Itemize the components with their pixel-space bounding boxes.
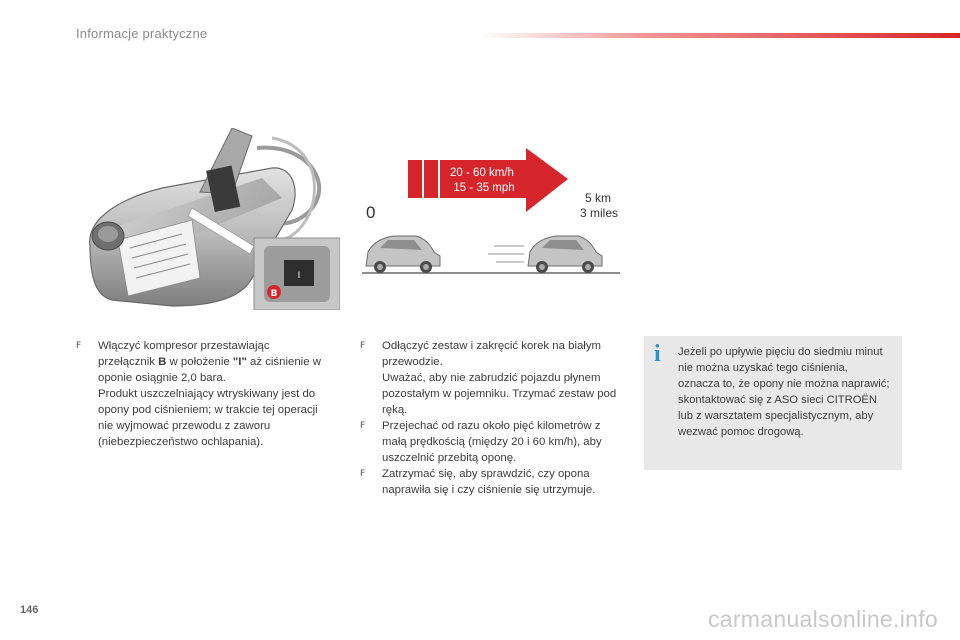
step-bullet: F xyxy=(360,341,366,351)
car-moving-icon xyxy=(528,236,602,273)
switch-position-mark: I xyxy=(297,271,301,281)
switch-label-b: B xyxy=(270,289,278,299)
step-note: Uważać, aby nie zabrudzić pojazdu płynem pozostałym w pojemniku. Trzymać zestaw pod ręką. xyxy=(382,372,617,416)
page-number: 146 xyxy=(20,604,39,616)
speed-mph-label: 15 - 35 mph xyxy=(453,182,515,194)
step-drive xyxy=(360,418,624,466)
step-note: Produkt uszczelniający wtryskiwany jest do opony pod ciśnieniem; w trakcie tej operacji nie wyjmować przewodu z zaworu (niebezpieczeństwo ochlapania). xyxy=(98,388,318,448)
compressor-illustration xyxy=(82,128,340,310)
step-check xyxy=(360,466,624,498)
instructions-middle xyxy=(360,338,624,498)
car-start-icon xyxy=(366,236,440,273)
speed-diagram xyxy=(358,140,624,280)
step-bullet: F xyxy=(360,469,366,479)
step-text: Włączyć kompresor przestawiając przełącznik B w położenie "I" aż ciśnienie w oponie osiągnie 2,0 bara. xyxy=(98,340,321,384)
step-bullet: F xyxy=(76,341,82,351)
step-text: Odłączyć zestaw i zakręcić korek na białym przewodzie. xyxy=(382,340,602,368)
header-accent-line xyxy=(478,33,960,38)
step-disconnect xyxy=(360,338,624,418)
distance-miles-label: 3 miles xyxy=(579,206,619,220)
step-text: Zatrzymać się, aby sprawdzić, czy opona naprawiła się i czy ciśnienie się utrzymuje. xyxy=(382,468,596,496)
step-compressor xyxy=(76,338,328,450)
info-box xyxy=(644,336,902,470)
info-icon: i xyxy=(654,341,661,367)
speed-kmh-label: 20 - 60 km/h xyxy=(450,167,514,179)
info-text: Jeżeli po upływie pięciu do siedmiu minut nie można uzyskać tego ciśnienia, oznacza to, że opony nie można naprawić; skontaktować się z ASO sieci CITROËN lub z warsztatem specjalistycznym, aby wezwać pomoc drogową. xyxy=(678,346,890,438)
start-zero-label: 0 xyxy=(366,203,376,222)
distance-km-label: 5 km xyxy=(584,191,612,205)
instructions-left xyxy=(76,338,328,450)
step-text: Przejechać od razu około pięć kilometrów z małą prędkością (między 20 i 60 km/h), aby uszczelnić przebitą oponę. xyxy=(382,420,602,464)
section-title: Informacje praktyczne xyxy=(76,26,208,41)
watermark[interactable]: carmanualsonline.info xyxy=(707,606,938,632)
step-bullet: F xyxy=(360,421,366,431)
